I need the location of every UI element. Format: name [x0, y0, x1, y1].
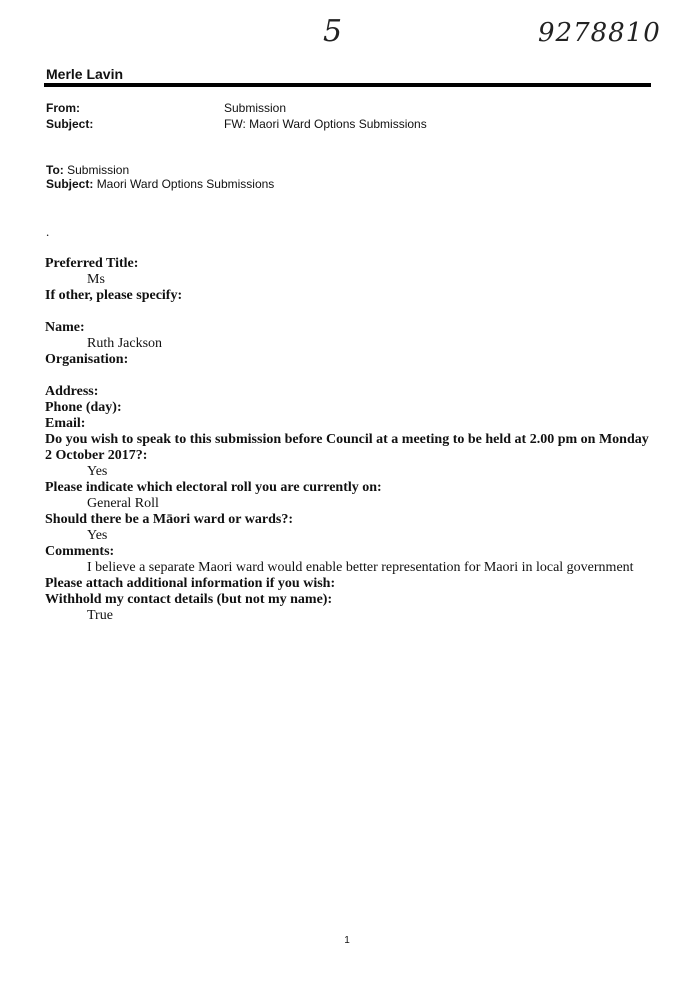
speak-label: Do you wish to speak to this submission before Council at a meeting to be held at 2.00 pm on Monday 2 October 2017?:: [45, 432, 649, 463]
attach-label: Please attach additional information if you wish:: [45, 576, 336, 591]
ward-label: Should there be a Māori ward or wards?:: [45, 512, 293, 527]
withhold-value: True: [87, 608, 113, 623]
from-value: Submission: [224, 101, 287, 115]
sender-name: Merle Lavin: [46, 66, 124, 82]
handwritten-reference: 9278810: [538, 18, 661, 48]
comments-value: I believe a separate Maori ward would enable better representation for Maori in local government: [87, 560, 634, 575]
phone-label: Phone (day):: [45, 400, 122, 415]
organisation-label: Organisation:: [45, 352, 129, 367]
forward-subject-label: Subject:: [46, 177, 94, 191]
ward-value: Yes: [87, 528, 108, 543]
roll-value: General Roll: [87, 496, 159, 511]
other-label: If other, please specify:: [45, 288, 183, 303]
forward-subject-value: Maori Ward Options Submissions: [96, 177, 275, 191]
subject-value: FW: Maori Ward Options Submissions: [224, 117, 427, 131]
header-divider: [44, 83, 651, 87]
bullet-mark: .: [46, 224, 50, 239]
submission-form: [45, 256, 655, 624]
handwritten-number: 5: [323, 14, 343, 49]
comments-label: Comments:: [45, 544, 115, 559]
forward-subject-line: [46, 176, 274, 192]
roll-label: Please indicate which electoral roll you are currently on:: [45, 480, 382, 495]
forward-to-label: To:: [46, 163, 64, 177]
name-label: Name:: [45, 320, 85, 335]
from-label: From:: [46, 101, 80, 115]
address-label: Address:: [45, 384, 99, 399]
page-number: 1: [344, 935, 350, 946]
subject-label: Subject:: [46, 117, 94, 131]
name-value: Ruth Jackson: [87, 336, 163, 351]
email-label: Email:: [45, 416, 86, 431]
forward-to-value: Submission: [67, 163, 130, 177]
title-label: Preferred Title:: [45, 256, 139, 271]
title-value: Ms: [87, 272, 105, 287]
speak-value: Yes: [87, 464, 108, 479]
withhold-label: Withhold my contact details (but not my name):: [45, 592, 333, 607]
